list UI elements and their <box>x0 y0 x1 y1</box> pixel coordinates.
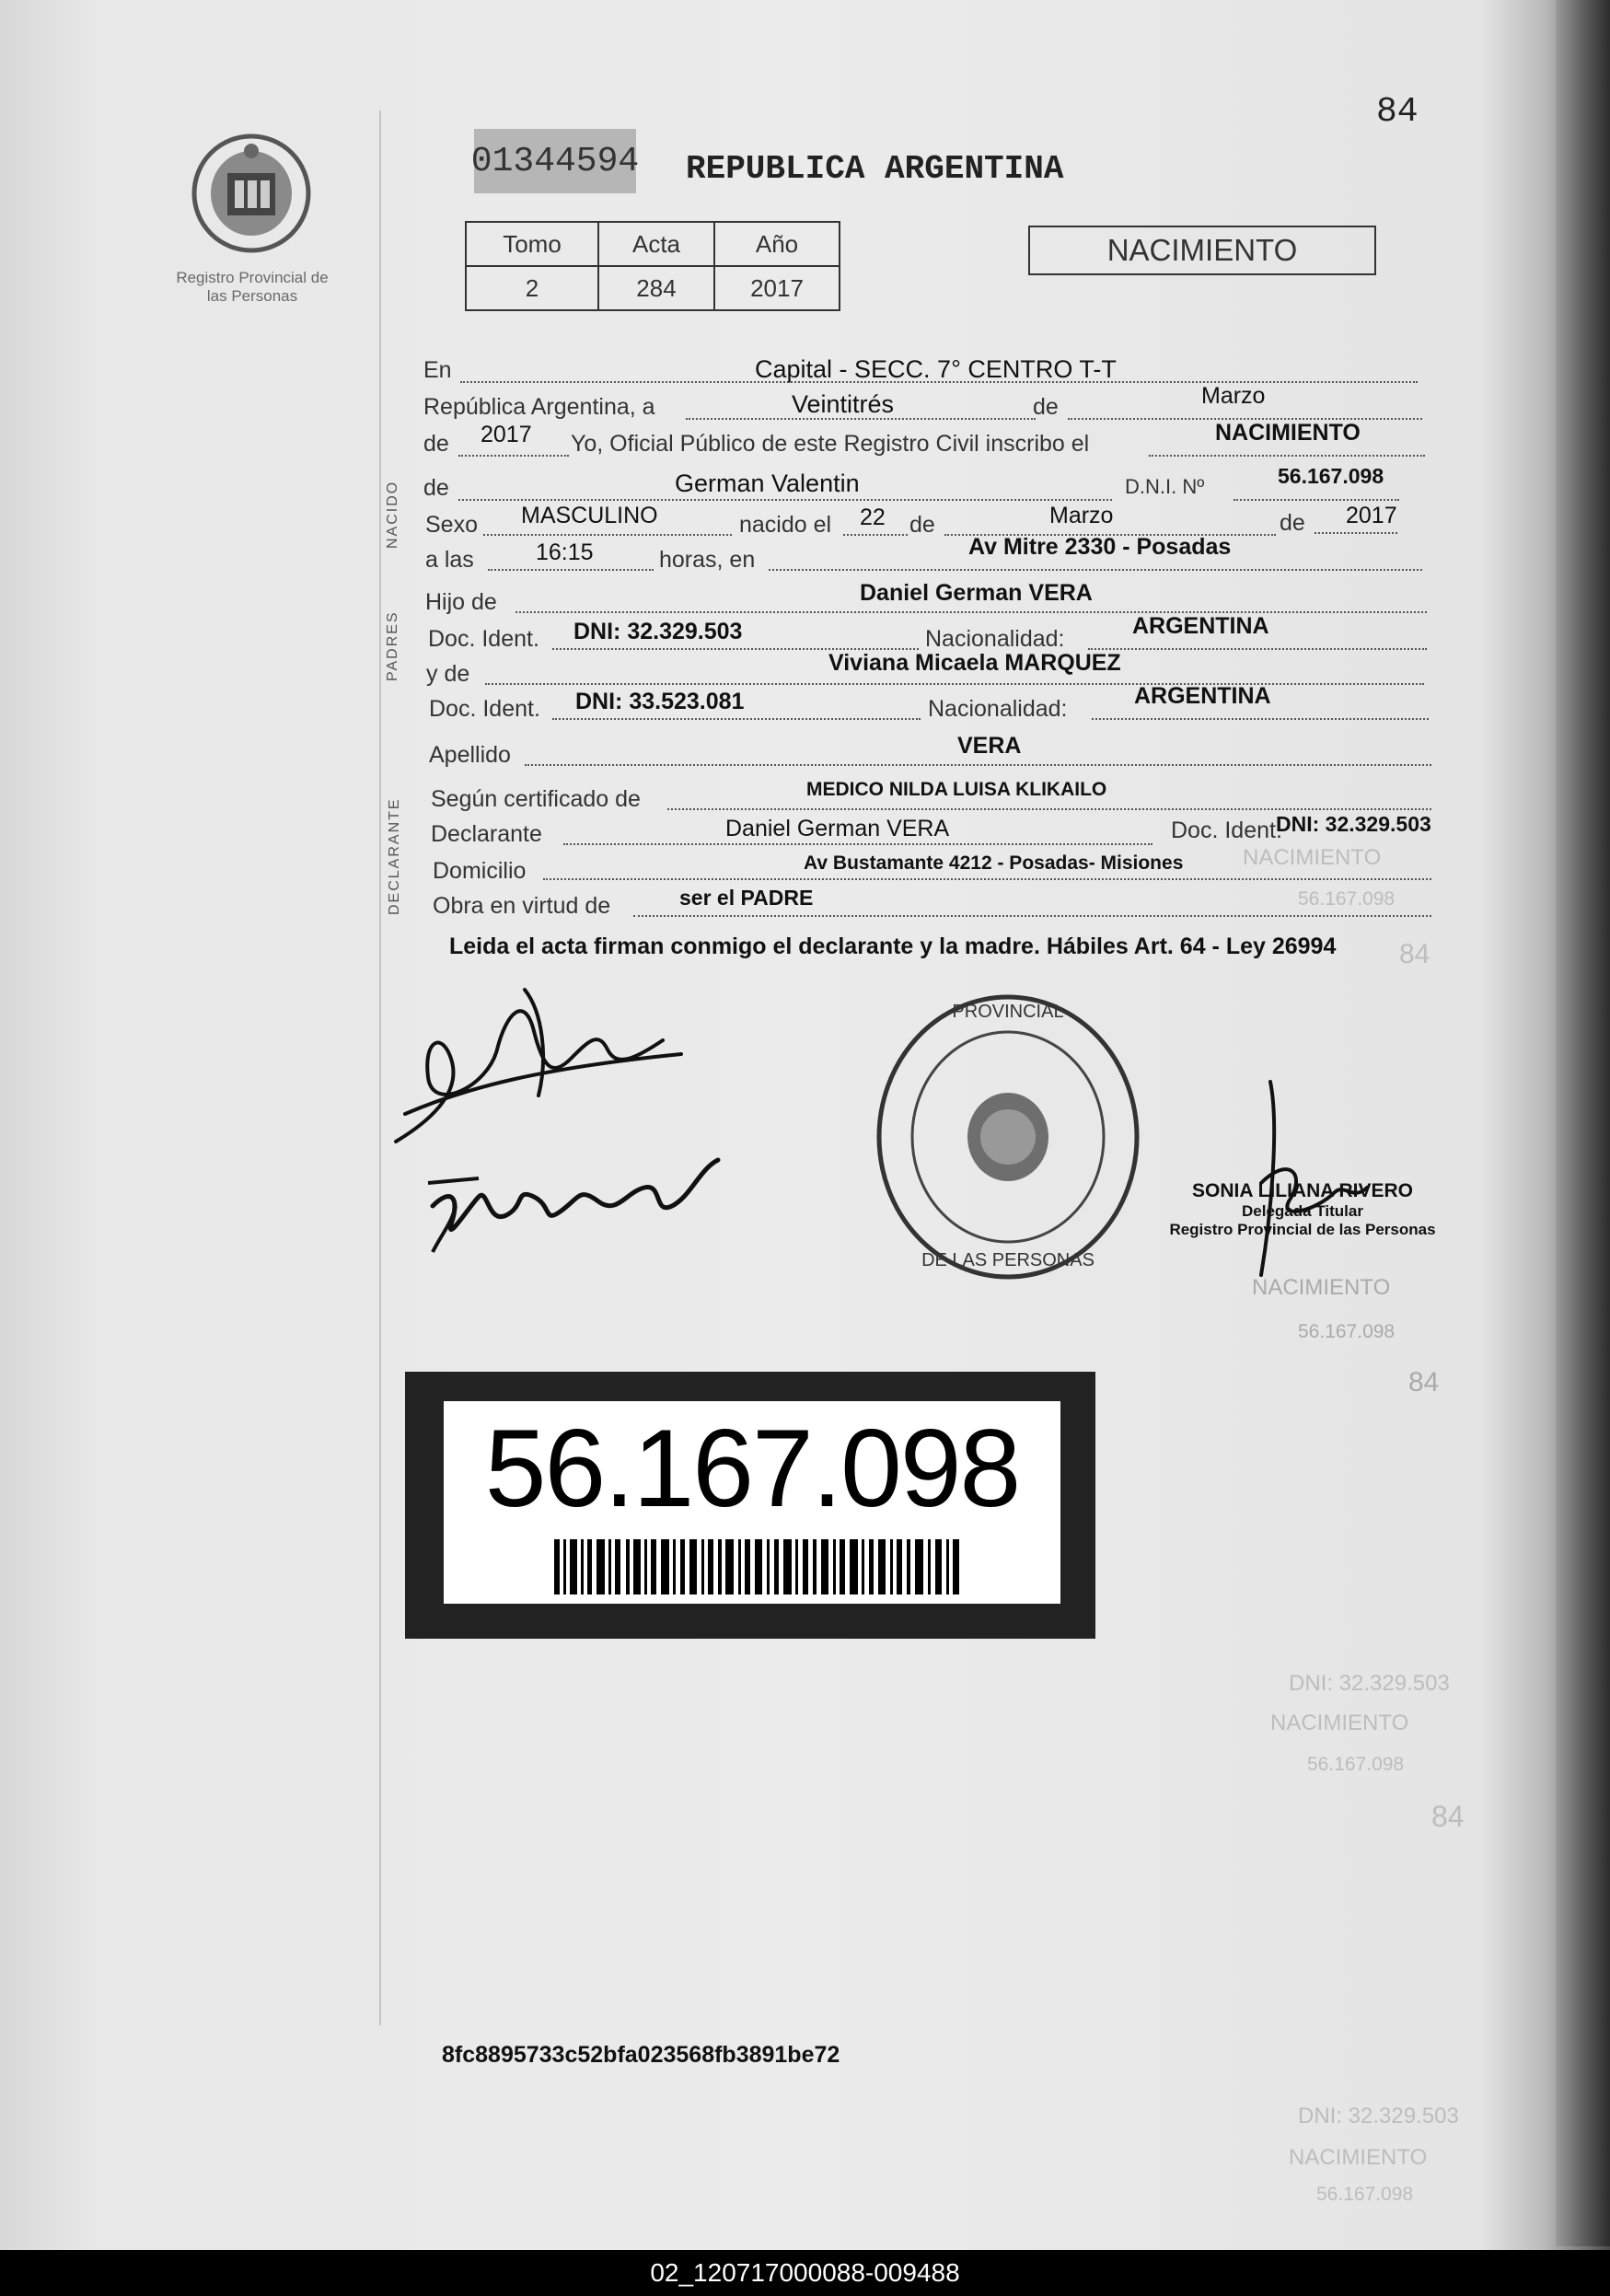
field-declarante-doc: DNI: 32.329.503 <box>1276 812 1431 836</box>
svg-text:PROVINCIAL: PROVINCIAL <box>952 1002 1064 1022</box>
ghost-text: DNI: 32.329.503 <box>1298 2104 1459 2128</box>
field-inscribo: NACIMIENTO <box>1215 420 1361 446</box>
label-nat-mother: Nacionalidad: <box>928 696 1068 722</box>
country-title: REPUBLICA ARGENTINA <box>686 150 1064 188</box>
label-doc-father: Doc. Ident. <box>428 626 539 652</box>
label-yde: y de <box>426 661 470 687</box>
label-sexo: Sexo <box>425 512 478 538</box>
dotted-line <box>1149 455 1425 457</box>
official-office: Registro Provincial de las Personas <box>1169 1221 1436 1238</box>
dotted-line <box>552 718 921 720</box>
field-domicilio: Av Bustamante 4212 - Posadas- Misiones <box>804 852 1184 874</box>
label-declarante: Declarante <box>431 821 542 847</box>
dotted-line <box>485 683 1424 685</box>
label-hijo: Hijo de <box>425 589 497 615</box>
side-label-declarante: DECLARANTE <box>387 797 402 915</box>
dotted-line <box>1088 648 1427 650</box>
file-id-footer: 02_120717000088-009488 <box>0 2250 1610 2296</box>
ghost-text: NACIMIENTO <box>1252 1275 1391 1300</box>
field-father-doc: DNI: 32.329.503 <box>573 619 743 644</box>
dotted-line <box>488 569 654 571</box>
registry-table <box>465 221 840 311</box>
dotted-line <box>515 611 1427 613</box>
field-birth-day: 22 <box>860 504 886 530</box>
field-declarante: Daniel German VERA <box>725 816 950 841</box>
registry-table-value-row <box>466 266 840 310</box>
label-de5: de <box>1280 510 1305 536</box>
field-child-name: German Valentin <box>675 470 860 497</box>
table-header-ano: Año <box>714 222 840 266</box>
registry-caption: Registro Provincial de las Personas <box>176 269 329 305</box>
ghost-text: 84 <box>1408 1367 1440 1397</box>
dotted-line <box>1092 718 1429 720</box>
official-title: Delegada Titular <box>1242 1202 1363 1220</box>
label-en: En <box>423 357 452 383</box>
page-edge-shadow <box>1556 0 1610 2246</box>
dotted-line <box>633 915 1431 917</box>
label-republica: República Argentina, a <box>423 394 655 420</box>
label-doc-mother: Doc. Ident. <box>429 696 540 722</box>
sticker-number: 56.167.098 <box>484 1407 1020 1530</box>
field-sexo: MASCULINO <box>521 503 658 528</box>
ghost-text: 56.167.098 <box>1316 2184 1414 2205</box>
table-header-acta: Acta <box>598 222 714 266</box>
field-father-nat: ARGENTINA <box>1132 613 1269 639</box>
side-label-nacido: NACIDO <box>385 480 400 549</box>
id-number-sticker <box>405 1372 1095 1639</box>
field-mother-doc: DNI: 33.523.081 <box>575 689 745 714</box>
ghost-text: 56.167.098 <box>1298 1321 1396 1342</box>
field-certificate: MEDICO NILDA LUISA KLIKAILO <box>806 779 1107 800</box>
declarant-signature-icon <box>387 976 690 1160</box>
label-de3: de <box>423 475 449 501</box>
field-year: 2017 <box>481 422 532 447</box>
field-dni: 56.167.098 <box>1278 464 1384 488</box>
official-block <box>1155 1180 1450 1239</box>
label-nacido: nacido el <box>739 512 832 538</box>
act-type-box: NACIMIENTO <box>1028 226 1376 275</box>
side-label-padres: PADRES <box>385 610 400 681</box>
label-de: de <box>1033 394 1059 420</box>
mother-signature-icon <box>423 1151 727 1261</box>
serial-number: 01344594 <box>474 129 636 193</box>
ghost-text: DNI: 32.329.503 <box>1289 1671 1450 1696</box>
field-apellido: VERA <box>957 733 1022 759</box>
official-name: SONIA LILIANA RIVERO <box>1192 1180 1413 1201</box>
table-value-acta: 284 <box>598 266 714 310</box>
province-emblem-icon <box>187 127 316 256</box>
label-domicilio: Domicilio <box>433 858 527 884</box>
label-obra: Obra en virtud de <box>433 893 611 919</box>
table-value-tomo: 2 <box>466 266 598 310</box>
margin-rule <box>379 110 381 2025</box>
barcode-icon <box>554 1539 959 1594</box>
label-horas: horas, en <box>659 547 756 573</box>
page-number: 84 <box>1376 92 1419 132</box>
dotted-line <box>769 569 1422 571</box>
field-day: Veintitrés <box>792 390 895 418</box>
ghost-text: NACIMIENTO <box>1289 2145 1428 2170</box>
field-mother-name: Viviana Micaela MARQUEZ <box>828 650 1121 676</box>
dotted-line <box>525 764 1431 766</box>
label-apellido: Apellido <box>429 742 511 768</box>
table-header-tomo: Tomo <box>466 222 598 266</box>
closing-statement: Leida el acta firman conmigo el declarante y la madre. Hábiles Art. 64 - Ley 26994 <box>449 933 1337 959</box>
dotted-line <box>1315 532 1397 534</box>
field-birth-place: Av Mitre 2330 - Posadas <box>968 534 1232 560</box>
field-month: Marzo <box>1201 383 1266 409</box>
field-obra: ser el PADRE <box>679 886 814 910</box>
dotted-line <box>667 808 1431 810</box>
field-birth-month: Marzo <box>1049 503 1114 528</box>
field-birth-year: 2017 <box>1346 503 1397 528</box>
dotted-line <box>843 534 908 536</box>
dotted-line <box>458 455 569 457</box>
svg-text:DE LAS PERSONAS: DE LAS PERSONAS <box>921 1250 1095 1270</box>
table-value-ano: 2017 <box>714 266 840 310</box>
official-stamp-icon <box>870 990 1146 1284</box>
label-segun: Según certificado de <box>431 786 641 812</box>
label-de4: de <box>909 512 935 538</box>
field-place-registry: Capital - SECC. 7° CENTRO T-T <box>755 355 1117 383</box>
label-doc-declarante: Doc. Ident. <box>1171 818 1282 843</box>
dotted-line <box>563 843 1152 845</box>
sticker-label <box>444 1401 1060 1604</box>
ghost-text: 56.167.098 <box>1298 888 1396 910</box>
ghost-text: 56.167.098 <box>1307 1754 1405 1775</box>
label-de2: de <box>423 431 449 457</box>
label-dni: D.N.I. Nº <box>1125 475 1205 498</box>
ghost-text: 84 <box>1399 939 1430 969</box>
registrar-signature-icon <box>1234 1073 1372 1284</box>
dotted-line <box>483 534 732 536</box>
document-hash: 8fc8895733c52bfa023568fb3891be72 <box>442 2042 840 2068</box>
field-father-name: Daniel German VERA <box>860 580 1093 606</box>
dotted-line <box>543 878 1431 880</box>
field-mother-nat: ARGENTINA <box>1134 683 1271 709</box>
ghost-text: NACIMIENTO <box>1270 1710 1409 1735</box>
ghost-text: NACIMIENTO <box>1243 845 1382 870</box>
dotted-line <box>458 499 1112 501</box>
label-yo: Yo, Oficial Público de este Registro Civil inscribo el <box>571 431 1090 457</box>
registry-table-header-row <box>466 222 840 266</box>
label-nat-father: Nacionalidad: <box>925 626 1065 652</box>
field-time: 16:15 <box>536 539 594 565</box>
label-alas: a las <box>425 547 474 573</box>
dotted-line <box>1234 499 1399 501</box>
ghost-text: 84 <box>1431 1800 1465 1833</box>
